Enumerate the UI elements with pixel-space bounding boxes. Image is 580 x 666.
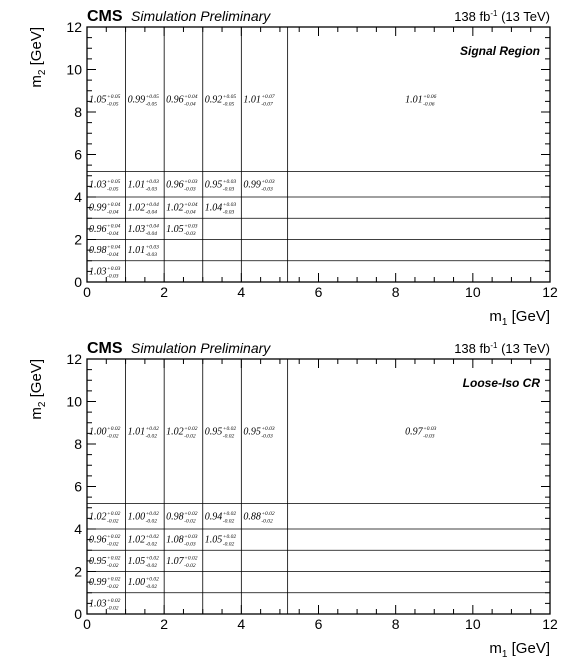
y-axis-label-symbol: m	[28, 75, 45, 88]
cell-uncertainty-down: -0.03	[184, 230, 196, 237]
cell-annotation	[128, 426, 160, 440]
cell-uncertainty-up: +0.04	[145, 223, 159, 230]
cell-value: 0.96	[89, 223, 107, 235]
cell-uncertainty-up: +0.04	[184, 93, 198, 100]
y-tick-label: 10	[66, 61, 82, 78]
cell-uncertainty-down: -0.02	[184, 433, 196, 440]
cell-uncertainty-down: -0.02	[107, 518, 119, 525]
x-axis-label-subscript: 1	[501, 317, 508, 328]
x-tick-label: 10	[465, 284, 481, 300]
cell-uncertainty-up: +0.02	[222, 510, 237, 517]
region-label: Loose-Iso CR	[462, 376, 540, 390]
cell-uncertainty-down: -0.05	[107, 186, 119, 193]
cell-uncertainty-down: -0.02	[145, 584, 158, 591]
y-axis-label-unit: [GeV]	[28, 27, 45, 70]
cell-uncertainty-down: -0.03	[145, 252, 158, 259]
cell-annotation	[128, 222, 160, 237]
cell-value: 1.05	[204, 534, 223, 546]
cell-annotation	[405, 426, 437, 440]
cell-uncertainty-up: +0.03	[145, 244, 159, 251]
cell-value: 1.01	[127, 179, 146, 191]
chart-panel-1	[28, 8, 558, 328]
cell-value: 1.07	[166, 555, 184, 567]
cell-annotation	[166, 223, 198, 237]
cell-uncertainty-down: -0.03	[222, 209, 235, 216]
cell-value: 0.99	[127, 94, 146, 106]
luminosity-value: 138 fb	[454, 9, 491, 24]
cell-annotation	[166, 426, 198, 440]
cell-value: 1.01	[127, 426, 146, 438]
cell-annotation	[89, 94, 121, 108]
cell-uncertainty-up: +0.02	[145, 510, 159, 517]
cell-value: 0.99	[89, 577, 107, 589]
cell-uncertainty-down: -0.02	[145, 562, 158, 569]
cell-uncertainty-up: +0.02	[145, 534, 159, 541]
x-axis-label-symbol: m	[489, 640, 502, 657]
cell-uncertainty-up: +0.05	[145, 93, 159, 100]
cell-uncertainty-down: -0.04	[184, 209, 196, 216]
cell-value: 1.01	[127, 245, 146, 257]
cell-value: 1.03	[89, 598, 107, 610]
cell-value: 0.98	[89, 245, 107, 257]
cell-annotation	[205, 534, 237, 548]
x-axis-label-symbol: m	[489, 308, 502, 325]
y-tick-label: 0	[74, 274, 82, 290]
y-tick-label: 2	[74, 563, 82, 580]
cell-uncertainty-down: -0.02	[145, 518, 158, 525]
cell-annotation	[405, 94, 437, 108]
cell-uncertainty-up: +0.03	[184, 223, 198, 230]
cell-value: 1.08	[166, 534, 184, 546]
cell-uncertainty-down: -0.04	[107, 209, 119, 216]
cell-annotation	[89, 201, 121, 216]
cms-label: CMS	[87, 340, 123, 357]
x-tick-label: 2	[160, 616, 169, 632]
cell-uncertainty-up: +0.06	[423, 93, 437, 100]
cell-annotation	[89, 598, 121, 612]
cell-annotation	[128, 534, 160, 548]
cell-annotation	[128, 245, 160, 259]
cell-uncertainty-up: +0.03	[107, 265, 121, 272]
simulation-preliminary-label: Simulation Preliminary	[131, 8, 271, 24]
cell-uncertainty-down: -0.02	[222, 518, 235, 525]
cell-uncertainty-up: +0.02	[145, 555, 159, 562]
cell-uncertainty-down: -0.03	[107, 273, 119, 280]
cell-uncertainty-down: -0.04	[107, 230, 119, 237]
cell-uncertainty-down: -0.03	[222, 186, 235, 193]
cell-uncertainty-up: +0.04	[184, 202, 198, 209]
y-axis-label-subscript: 2	[37, 401, 48, 408]
cell-uncertainty-up: +0.02	[107, 576, 121, 583]
cell-annotation	[166, 534, 198, 548]
cell-annotation	[166, 201, 198, 216]
cell-value: 1.03	[89, 179, 107, 191]
cell-uncertainty-down: -0.03	[145, 186, 158, 193]
cell-annotation	[205, 179, 237, 193]
y-axis-label-subscript: 2	[37, 69, 48, 76]
cell-uncertainty-down: -0.02	[261, 518, 273, 525]
cell-uncertainty-down: -0.03	[184, 541, 196, 548]
cell-annotation	[89, 244, 121, 259]
cell-value: 0.96	[166, 94, 184, 106]
cell-value: 1.00	[89, 426, 107, 438]
cell-uncertainty-down: -0.02	[222, 541, 235, 548]
cell-annotation	[205, 202, 237, 216]
y-tick-label: 12	[66, 351, 82, 367]
luminosity-label	[454, 341, 550, 356]
cell-annotation	[89, 577, 121, 591]
cell-uncertainty-up: +0.02	[184, 510, 198, 517]
cell-value: 0.98	[166, 511, 184, 523]
cell-annotation	[243, 94, 275, 108]
cell-value: 1.05	[127, 555, 146, 567]
cell-uncertainty-up: +0.03	[261, 425, 275, 432]
chart-panel-2	[28, 340, 558, 660]
cell-value: 1.04	[204, 202, 223, 214]
cell-annotation	[243, 426, 275, 440]
cell-annotation	[128, 94, 160, 108]
cell-uncertainty-up: +0.07	[261, 93, 275, 100]
region-label: Signal Region	[459, 44, 540, 58]
cell-uncertainty-down: -0.02	[107, 562, 119, 569]
cell-uncertainty-up: +0.02	[107, 510, 121, 517]
cell-uncertainty-down: -0.02	[145, 541, 158, 548]
cell-annotation	[166, 555, 198, 569]
cell-annotation	[205, 94, 237, 108]
cell-value: 1.01	[405, 94, 423, 106]
cell-uncertainty-up: +0.03	[222, 178, 237, 185]
cell-uncertainty-up: +0.05	[107, 178, 121, 185]
cell-uncertainty-down: -0.02	[145, 433, 158, 440]
cell-value: 0.95	[204, 179, 223, 191]
x-tick-label: 0	[83, 616, 91, 632]
x-tick-label: 6	[314, 284, 323, 300]
cell-annotation	[89, 179, 121, 193]
cell-uncertainty-up: +0.02	[107, 597, 121, 604]
y-axis-label-unit: [GeV]	[28, 359, 45, 402]
cell-uncertainty-down: -0.02	[107, 541, 119, 548]
cell-uncertainty-down: -0.03	[261, 186, 273, 193]
cell-uncertainty-down: -0.04	[145, 209, 158, 216]
cell-uncertainty-up: +0.03	[261, 178, 275, 185]
cell-value: 1.00	[127, 511, 146, 523]
x-tick-label: 2	[160, 284, 169, 300]
x-tick-label: 4	[237, 616, 246, 632]
cell-annotation	[89, 222, 121, 237]
cell-uncertainty-down: -0.05	[145, 101, 158, 108]
cell-uncertainty-down: -0.02	[184, 562, 196, 569]
cell-annotation	[166, 179, 198, 193]
cell-value: 1.03	[89, 266, 107, 278]
cell-annotation	[166, 511, 198, 525]
cell-value: 1.02	[166, 426, 184, 438]
cell-value: 1.03	[127, 223, 146, 235]
cell-uncertainty-down: -0.06	[423, 101, 435, 108]
cell-value: 0.95	[204, 426, 223, 438]
cell-uncertainty-down: -0.02	[107, 605, 119, 612]
y-tick-label: 8	[74, 104, 82, 120]
y-axis-label-symbol: m	[28, 407, 45, 420]
x-axis-label	[489, 640, 550, 660]
luminosity-value: 138 fb	[454, 341, 491, 356]
cell-annotation	[128, 511, 160, 525]
x-tick-label: 12	[542, 284, 558, 300]
cell-uncertainty-up: +0.02	[145, 576, 159, 583]
y-tick-label: 12	[66, 19, 82, 35]
cell-uncertainty-up: +0.04	[107, 202, 121, 209]
cell-uncertainty-down: -0.02	[107, 584, 119, 591]
cell-annotation	[128, 201, 160, 216]
cell-uncertainty-down: -0.04	[107, 252, 119, 259]
cell-uncertainty-up: +0.03	[145, 178, 159, 185]
cell-uncertainty-up: +0.05	[222, 93, 237, 100]
cell-value: 0.88	[243, 511, 261, 523]
cell-uncertainty-down: -0.03	[423, 433, 435, 440]
cell-value: 1.05	[89, 94, 107, 106]
cell-uncertainty-up: +0.04	[107, 223, 121, 230]
cms-label: CMS	[87, 8, 123, 25]
y-axis-label	[28, 27, 48, 88]
cell-value: 0.95	[89, 555, 107, 567]
cell-annotation	[205, 426, 237, 440]
cell-annotation	[243, 179, 275, 193]
cell-annotation	[89, 426, 121, 440]
y-tick-label: 8	[74, 436, 82, 452]
cell-uncertainty-down: -0.02	[184, 518, 196, 525]
cell-uncertainty-up: +0.03	[184, 178, 198, 185]
cell-uncertainty-up: +0.05	[107, 93, 121, 100]
x-axis-label	[489, 308, 550, 328]
y-tick-label: 10	[66, 393, 82, 410]
cell-uncertainty-up: +0.03	[423, 425, 437, 432]
cell-value: 0.99	[243, 179, 261, 191]
cell-uncertainty-down: -0.03	[184, 186, 196, 193]
cell-uncertainty-up: +0.02	[107, 555, 121, 562]
x-tick-label: 0	[83, 284, 91, 300]
luminosity-energy: (13 TeV)	[497, 9, 550, 24]
x-axis-label-unit: [GeV]	[507, 640, 550, 657]
simulation-preliminary-label: Simulation Preliminary	[131, 340, 271, 356]
cell-value: 1.05	[166, 223, 184, 235]
luminosity-label	[454, 9, 550, 24]
cell-value: 0.94	[204, 511, 223, 523]
y-tick-label: 0	[74, 606, 82, 622]
x-tick-label: 6	[314, 616, 323, 632]
luminosity-exponent: -1	[490, 341, 498, 350]
x-tick-label: 4	[237, 284, 246, 300]
cell-value: 1.01	[243, 94, 261, 106]
cell-annotation	[89, 511, 121, 525]
cell-annotation	[205, 511, 237, 525]
x-tick-label: 10	[465, 616, 481, 632]
x-tick-label: 12	[542, 616, 558, 632]
cell-value: 1.02	[166, 202, 184, 214]
cell-uncertainty-up: +0.04	[107, 244, 121, 251]
cell-annotation	[128, 555, 160, 569]
cell-uncertainty-up: +0.04	[145, 202, 159, 209]
cell-uncertainty-down: -0.02	[107, 433, 119, 440]
cell-uncertainty-down: -0.05	[222, 101, 235, 108]
y-tick-label: 2	[74, 231, 82, 248]
cell-annotation	[89, 534, 121, 548]
cell-annotation	[89, 266, 121, 280]
y-tick-label: 4	[74, 521, 82, 537]
cell-value: 0.96	[166, 179, 184, 191]
cell-value: 1.00	[127, 577, 146, 589]
x-axis-label-subscript: 1	[501, 649, 508, 660]
cell-uncertainty-up: +0.02	[184, 425, 198, 432]
cell-uncertainty-up: +0.02	[107, 425, 121, 432]
cell-annotation	[128, 179, 160, 193]
cell-uncertainty-down: -0.03	[261, 433, 273, 440]
cell-annotation	[243, 511, 275, 525]
cell-uncertainty-down: -0.05	[107, 101, 119, 108]
cell-uncertainty-up: +0.03	[184, 534, 198, 541]
y-tick-label: 6	[74, 146, 82, 163]
cell-uncertainty-up: +0.02	[145, 425, 159, 432]
cell-value: 0.95	[243, 426, 261, 438]
cell-uncertainty-down: -0.07	[261, 101, 273, 108]
cell-annotation	[166, 93, 198, 108]
cell-uncertainty-up: +0.02	[107, 534, 121, 541]
cell-uncertainty-up: +0.02	[222, 425, 237, 432]
x-axis-label-unit: [GeV]	[507, 308, 550, 325]
x-tick-label: 8	[391, 284, 400, 300]
y-axis-label	[28, 359, 48, 420]
cell-value: 1.02	[127, 202, 146, 214]
luminosity-exponent: -1	[490, 9, 498, 18]
cell-value: 1.02	[127, 534, 146, 546]
cell-value: 0.97	[405, 426, 423, 438]
cell-uncertainty-down: -0.04	[184, 101, 196, 108]
cell-value: 1.02	[89, 511, 107, 523]
cell-value: 0.92	[204, 94, 223, 106]
y-tick-label: 6	[74, 478, 82, 495]
cell-uncertainty-up: +0.03	[222, 202, 237, 209]
y-tick-label: 4	[74, 189, 82, 205]
x-tick-label: 8	[391, 616, 400, 632]
cell-uncertainty-up: +0.02	[261, 510, 275, 517]
cell-annotation	[89, 555, 121, 569]
cell-value: 0.99	[89, 202, 107, 214]
cell-uncertainty-down: -0.02	[222, 433, 235, 440]
luminosity-energy: (13 TeV)	[497, 341, 550, 356]
cell-annotation	[128, 577, 160, 591]
cell-uncertainty-down: -0.04	[145, 230, 158, 237]
cell-uncertainty-up: +0.02	[184, 555, 198, 562]
cell-uncertainty-up: +0.02	[222, 534, 237, 541]
cell-value: 0.96	[89, 534, 107, 546]
